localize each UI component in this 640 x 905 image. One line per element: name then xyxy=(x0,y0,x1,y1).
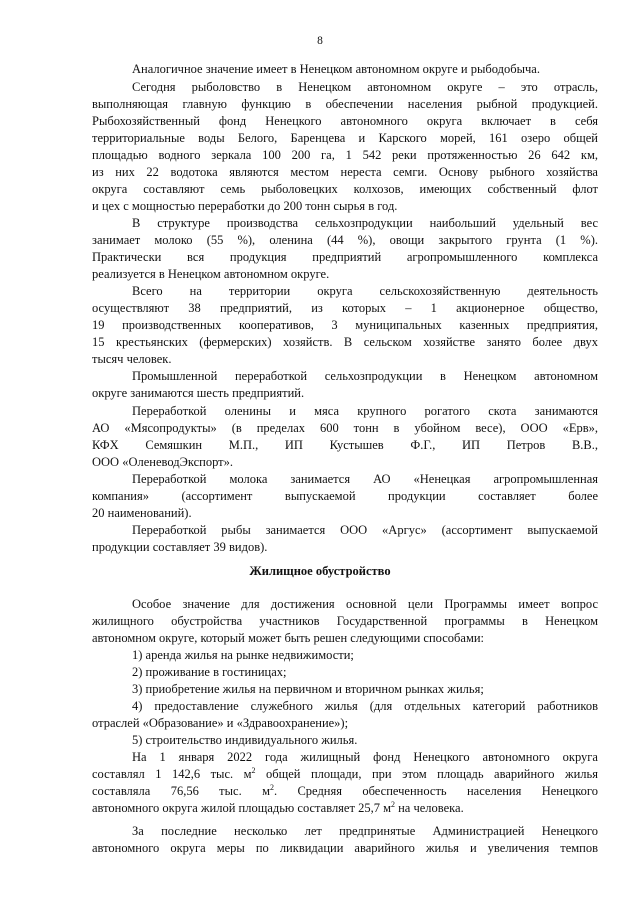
superscript: 2 xyxy=(390,800,395,809)
paragraph-housing-stock-line: составлял 1 142,6 тыс. $м^2$ общей площади, при этом площадь аварийного жилья xyxy=(92,766,598,781)
paragraph-enterprises-line: тысяч человек. xyxy=(92,352,172,366)
paragraph-fishing-line: Рыбохозяйственный фонд Ненецкого автономного округа включает в себя xyxy=(92,114,598,128)
paragraph-fishing-line: выполняющая главную функцию в обеспечении населения рыбной продукцией. xyxy=(92,97,598,111)
paragraph-meat-processing-line: КФХ Семяшкин М.П., ИП Кустышев Ф.Г., ИП Петров В.В., xyxy=(92,438,598,452)
paragraph-agri-structure-line: реализуется в Ненецком автономном округе. xyxy=(92,267,330,281)
paragraph-milk-processing-line: 20 наименований). xyxy=(92,506,192,520)
paragraph-enterprises-line: Всего на территории округа сельскохозяйственную деятельность xyxy=(132,284,598,298)
paragraph-fishing-line: территориальные воды Белого, Баренцева и Карского морей, 161 озеро общей xyxy=(92,131,598,145)
paragraph-measures-line: За последние несколько лет предпринятые Администрацией Ненецкого xyxy=(132,824,598,838)
paragraph-fishing-line: площадью водного зеркала 100 200 га, 1 542 реки протяженностью 26 642 км, xyxy=(92,148,598,162)
list-item: 3) приобретение жилья на первичном и вторичном рынках жилья; xyxy=(132,682,484,696)
paragraph-fishing-line: и цех с мощностью переработки до 200 тонн сырья в год. xyxy=(92,199,398,213)
paragraph-agri-structure-line: Практически вся продукция предприятий агропромышленного комплекса xyxy=(92,250,598,264)
list-item: 1) аренда жилья на рынке недвижимости; xyxy=(132,648,354,662)
paragraph-measures-line: автономного округа меры по ликвидации аварийного жилья и увеличения темпов xyxy=(92,841,598,855)
paragraph-milk-processing-line: компания» (ассортимент выпускаемой продукции составляет более xyxy=(92,489,598,503)
paragraph-fishing-intro: Аналогичное значение имеет в Ненецком автономном округе и рыбодобыча. xyxy=(132,62,540,76)
list-item: 4) предоставление служебного жилья (для отдельных категорий работников xyxy=(132,699,598,713)
paragraph-fishing-line: округа составляют семь рыболовецких колхозов, имеющих собственный флот xyxy=(92,182,598,196)
list-item: 2) проживание в гостиницах; xyxy=(132,665,287,679)
section-heading: Жилищное обустройство xyxy=(249,564,391,578)
paragraph-housing-stock-line: На 1 января 2022 года жилищный фонд Ненецкого автономного округа xyxy=(132,750,598,764)
paragraph-fish-processing-line: продукции составляет 39 видов). xyxy=(92,540,268,554)
paragraph-enterprises-line: 19 производственных кооперативов, 3 муниципальных казенных предприятия, xyxy=(92,318,598,332)
paragraph-processing-line: Промышленной переработкой сельхозпродукции в Ненецком автономном xyxy=(132,369,598,383)
page-number: 8 xyxy=(317,35,323,47)
paragraph-fish-processing-line: Переработкой рыбы занимается ООО «Аргус» (ассортимент выпускаемой xyxy=(132,523,598,537)
paragraph-fishing-line: Сегодня рыболовство в Ненецком автономном округе – это отрасль, xyxy=(132,80,598,94)
paragraph-housing-intro-line: Особое значение для достижения основной цели Программы имеет вопрос xyxy=(132,597,598,611)
paragraph-meat-processing-line: АО «Мясопродукты» (в пределах 600 тонн в убойном весе), ООО «Ерв», xyxy=(92,421,598,435)
paragraph-housing-intro-line: автономном округе, который может быть решен следующими способами: xyxy=(92,631,485,645)
paragraph-agri-structure-line: В структуре производства сельхозпродукции наибольший удельный вес xyxy=(132,216,598,230)
paragraph-enterprises-line: 15 крестьянских (фермерских) хозяйств. В сельском хозяйстве занято более двух xyxy=(92,335,598,349)
paragraph-meat-processing-line: ООО «ОленеводЭкспорт». xyxy=(92,455,233,469)
paragraph-housing-stock-line: автономного округа жилой площадью составляет 25,7 $м^2$ на человека. xyxy=(92,800,464,815)
list-item-continuation: отраслей «Образование» и «Здравоохранение»); xyxy=(92,716,349,730)
paragraph-housing-intro-line: жилищного обустройства участников Государственной программы в Ненецком xyxy=(92,614,598,628)
paragraph-agri-structure-line: занимает молоко (55 %), оленина (44 %), овощи закрытого грунта (1 %). xyxy=(92,233,598,247)
paragraph-enterprises-line: осуществляют 38 предприятий, из которых – 1 акционерное общество, xyxy=(92,301,598,315)
paragraph-milk-processing-line: Переработкой молока занимается АО «Ненецкая агропромышленная xyxy=(132,472,598,486)
paragraph-housing-stock-line: составляла 76,56 тыс. $м^2$. Средняя обеспеченность населения Ненецкого xyxy=(92,783,598,798)
superscript: 2 xyxy=(251,766,256,775)
superscript: 2 xyxy=(269,783,274,792)
paragraph-fishing-line: из них 22 водотока являются местом нереста семги. Основу рыбного хозяйства xyxy=(92,165,598,179)
paragraph-meat-processing-line: Переработкой оленины и мяса крупного рогатого скота занимаются xyxy=(132,404,598,418)
list-item: 5) строительство индивидуального жилья. xyxy=(132,733,358,747)
paragraph-processing-line: округе занимаются шесть предприятий. xyxy=(92,386,305,400)
